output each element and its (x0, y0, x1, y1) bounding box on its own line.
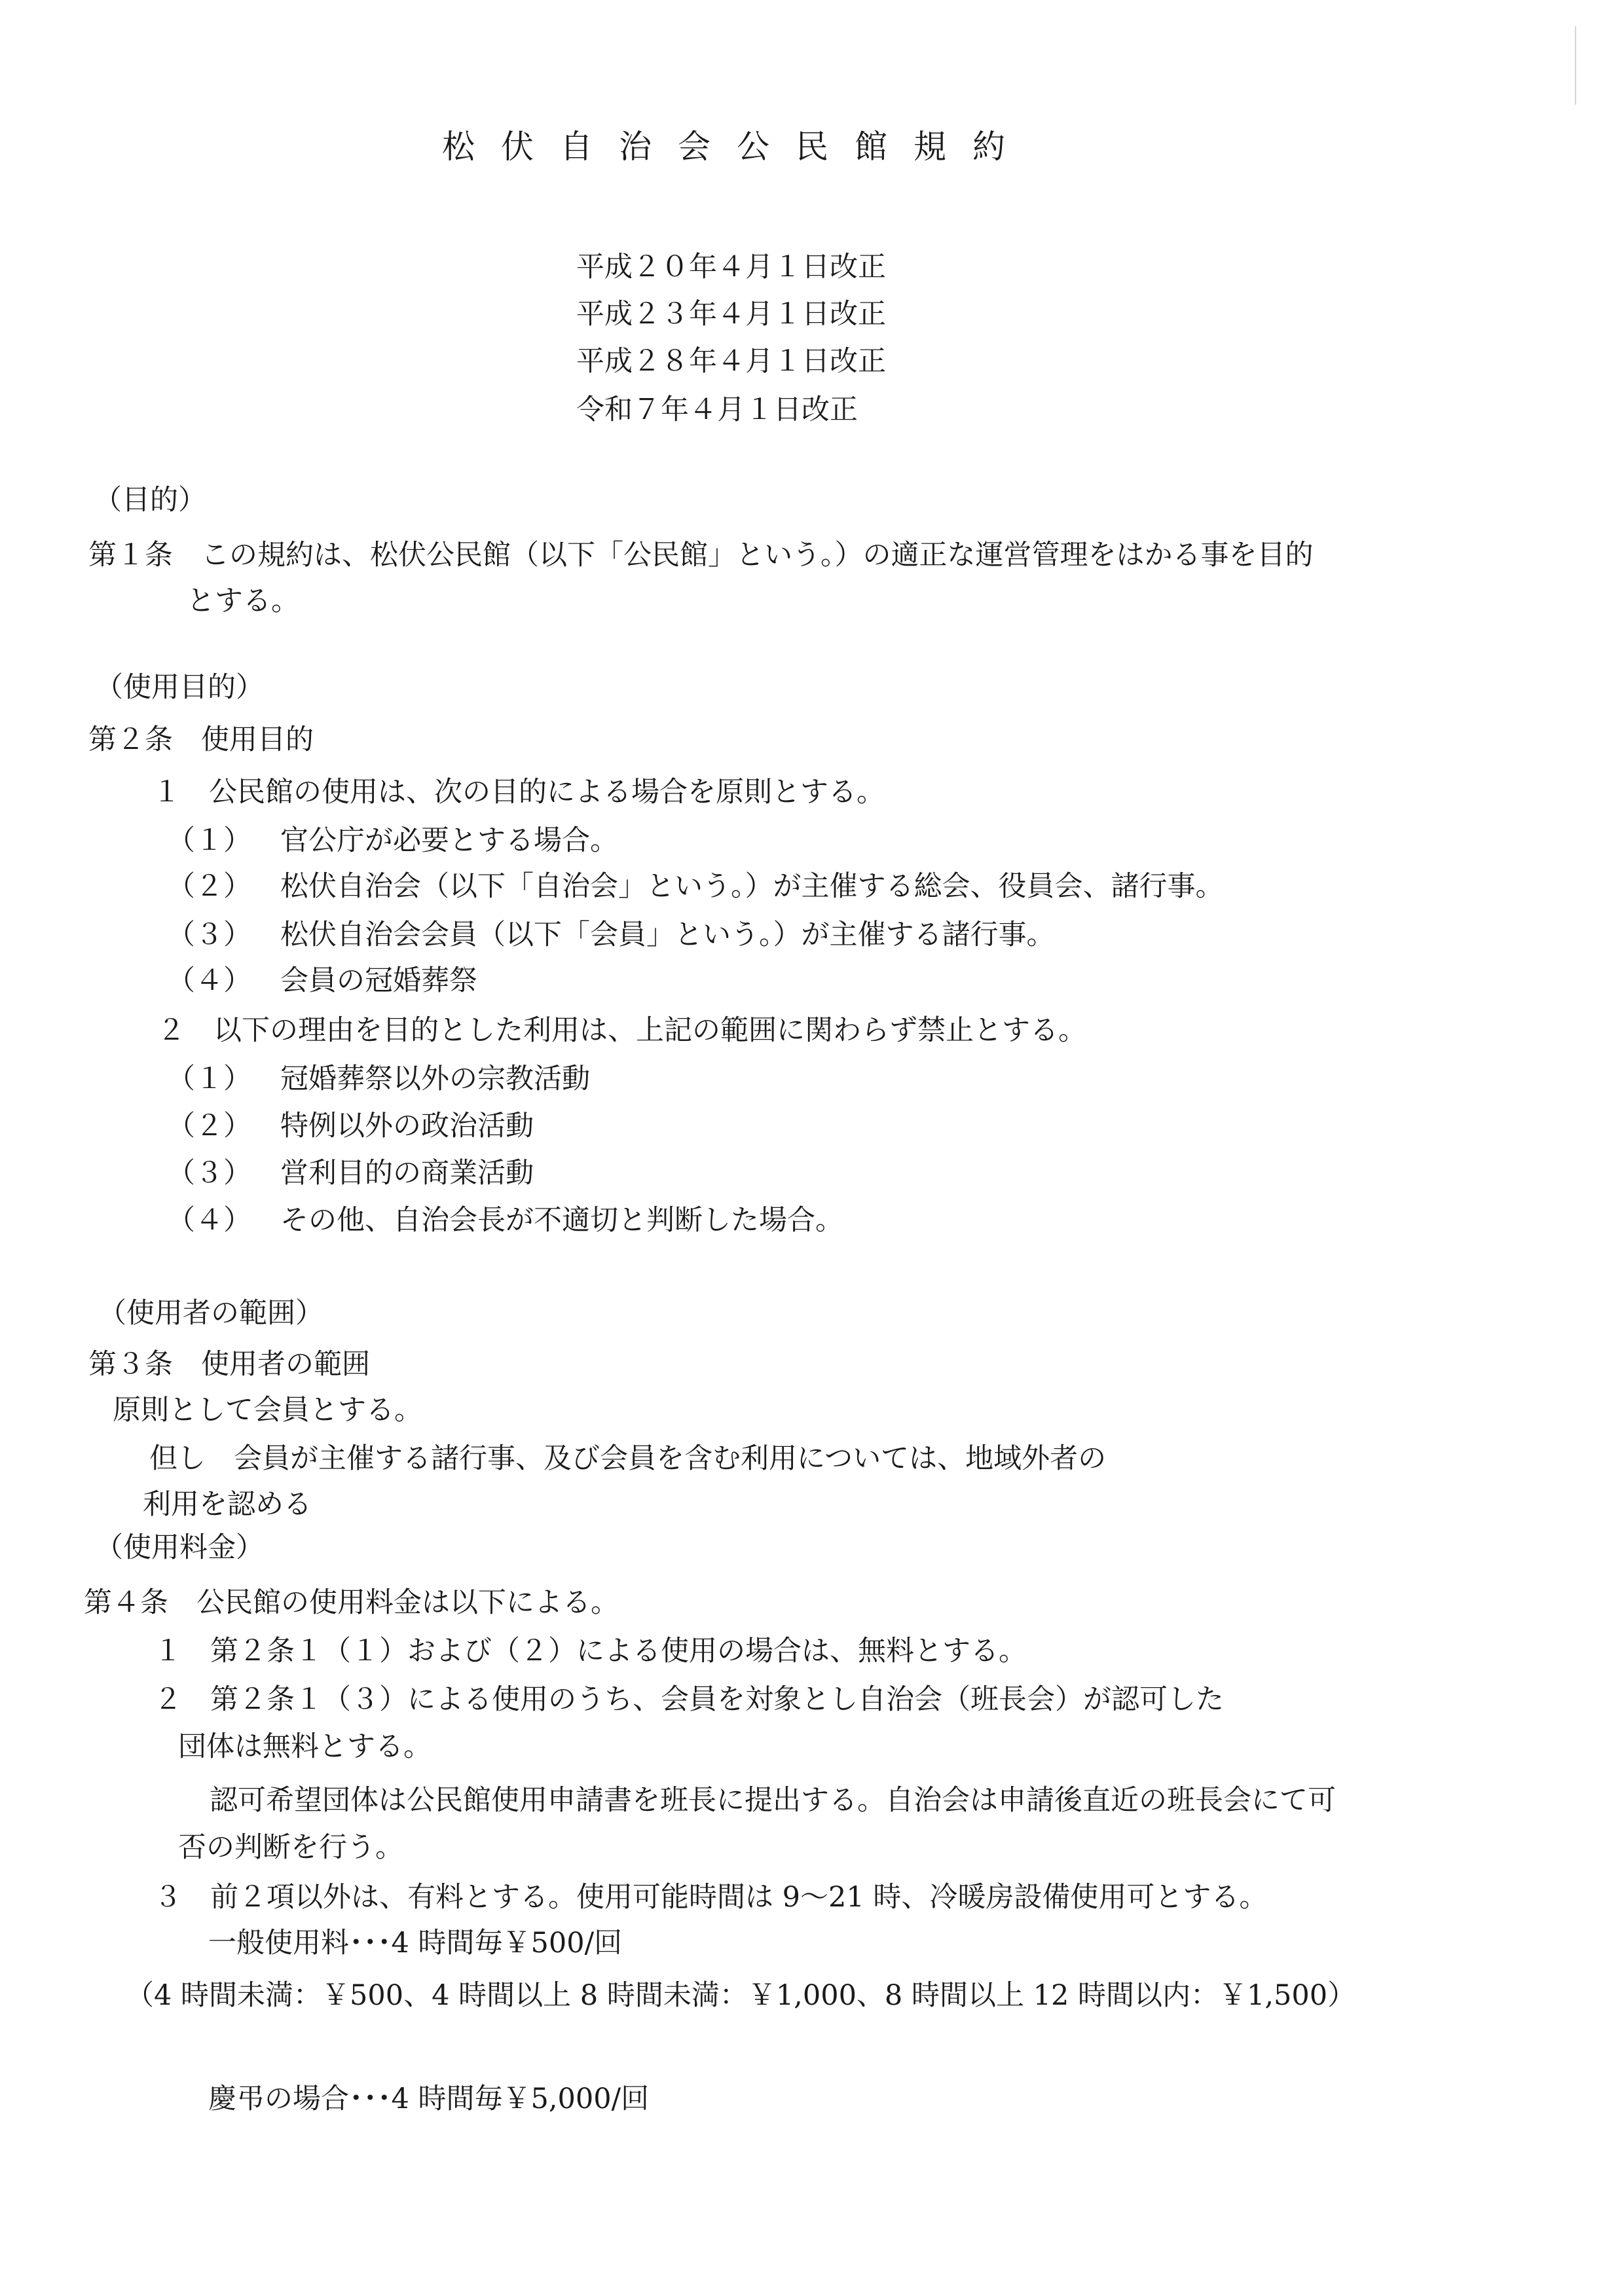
article4-item2-line2: 団体は無料とする。 (178, 1730, 432, 1763)
article4-item2-line4: 否の判断を行う。 (178, 1831, 403, 1864)
list-item-text: 会員の冠婚葬祭 (280, 964, 477, 997)
list-item-text: 特例以外の政治活動 (280, 1110, 534, 1142)
fee-breakdown: （4 時間未満：￥500、4 時間以上 8 時間未満：￥1,000、8 時間以上 12 時間以内：￥1,500） (126, 1979, 1356, 2012)
general-fee: 一般使用料･･･4 時間毎￥500/回 (208, 1927, 623, 1959)
list-item-number: （１） (167, 824, 251, 857)
article4-heading: （使用料金） (95, 1531, 264, 1564)
list-item-number: （２） (167, 870, 251, 903)
condolence-fee: 慶弔の場合･･･4 時間毎￥5,000/回 (208, 2083, 650, 2115)
article4-title: 第４条 公民館の使用料金は以下による。 (84, 1586, 619, 1619)
revision-line: 平成２３年４月１日改正 (576, 298, 886, 331)
revision-line: 平成２０年４月１日改正 (576, 251, 886, 283)
list-item-number: （１） (167, 1063, 251, 1095)
article1-heading: （目的） (94, 484, 206, 517)
article4-item1: １ 第２条１（１）および（２）による使用の場合は、無料とする。 (154, 1635, 1027, 1667)
list-item-text: 松伏自治会会員（以下「会員」という。）が主催する諸行事。 (280, 919, 1055, 951)
list-item-text: 営利目的の商業活動 (280, 1157, 534, 1190)
article3-title: 第３条 使用者の範囲 (88, 1348, 370, 1381)
article3-heading: （使用者の範囲） (98, 1297, 323, 1330)
article3-line3: 利用を認める (143, 1488, 312, 1521)
list-item-number: （２） (167, 1110, 251, 1142)
list-item-text: 冠婚葬祭以外の宗教活動 (280, 1063, 590, 1095)
list-item-number: （３） (167, 919, 251, 951)
article3-line2: 但し 会員が主催する諸行事、及び会員を含む利用については、地域外者の (149, 1442, 1107, 1475)
article2-para1: １ 公民館の使用は、次の目的による場合を原則とする。 (153, 776, 885, 809)
revision-line: 令和７年４月１日改正 (576, 393, 858, 426)
scan-mark (1575, 26, 1576, 105)
article1-line1: 第１条 この規約は、松伏公民館（以下「公民館」という。）の適正な運営管理をはかる事を目的 (88, 539, 1314, 572)
list-item-number: （４） (167, 964, 251, 997)
list-item-text: その他、自治会長が不適切と判断した場合。 (280, 1204, 843, 1237)
article2-para2: ２ 以下の理由を目的とした利用は、上記の範囲に関わらず禁止とする。 (157, 1014, 1086, 1047)
list-item-text: 官公庁が必要とする場合。 (280, 824, 618, 857)
article2-title: 第２条 使用目的 (88, 723, 314, 756)
article4-item2-line1: ２ 第２条１（３）による使用のうち、会員を対象とし自治会（班長会）が認可した (154, 1683, 1224, 1716)
revision-line: 平成２８年４月１日改正 (576, 345, 886, 378)
list-item-text: 松伏自治会（以下「自治会」という。）が主催する総会、役員会、諸行事。 (280, 870, 1224, 903)
article4-item3: ３ 前２項以外は、有料とする。使用可能時間は 9～21 時、冷暖房設備使用可とする。 (154, 1881, 1268, 1914)
list-item-number: （３） (167, 1157, 251, 1190)
list-item-number: （４） (167, 1204, 251, 1237)
article2-heading: （使用目的） (95, 671, 264, 704)
article1-line2: とする。 (187, 585, 299, 617)
article3-line1: 原則として会員とする。 (113, 1394, 422, 1427)
document-title: 松伏自治会公民館規約 (442, 128, 1031, 166)
article4-item2-line3: 認可希望団体は公民館使用申請書を班長に提出する。自治会は申請後直近の班長会にて可 (210, 1784, 1336, 1817)
